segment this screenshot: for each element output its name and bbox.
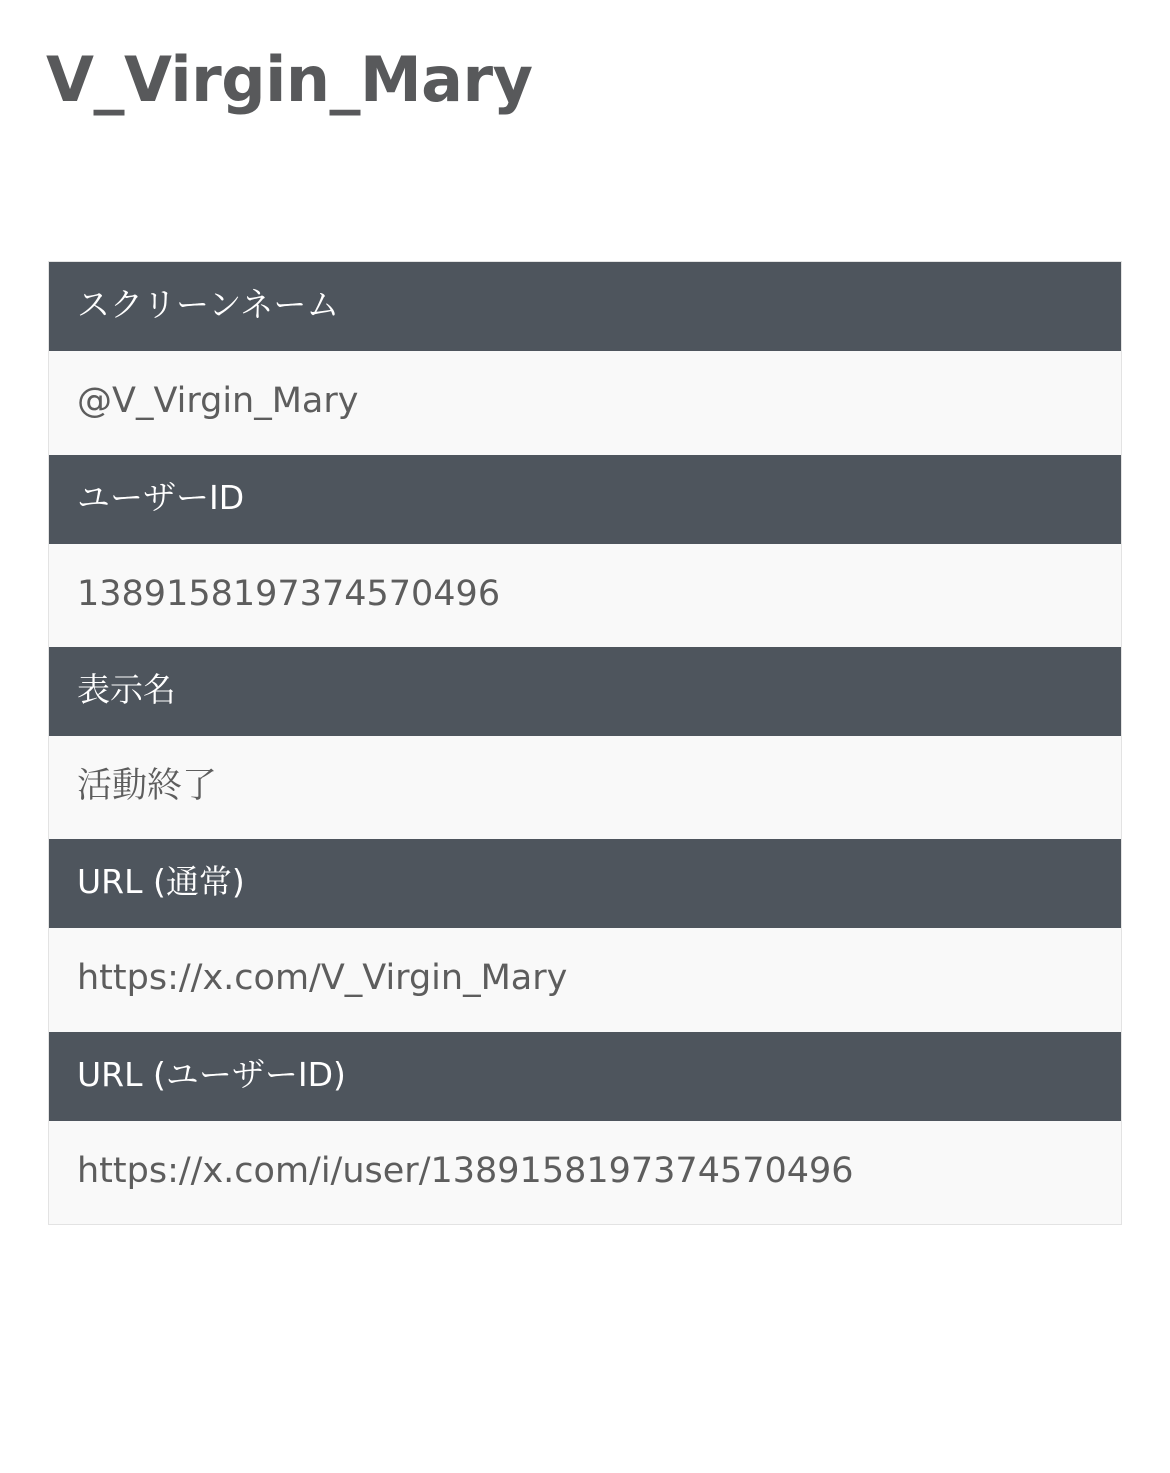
table-row-header-url-normal: URL (通常)	[49, 839, 1121, 928]
table-row-value-url-user-id: https://x.com/i/user/1389158197374570496	[49, 1121, 1121, 1225]
table-row-header-url-user-id: URL (ユーザーID)	[49, 1032, 1121, 1121]
profile-info-table	[48, 261, 1122, 1225]
table-row-header-user-id: ユーザーID	[49, 455, 1121, 544]
table-row-value-url-normal: https://x.com/V_Virgin_Mary	[49, 928, 1121, 1032]
table-row-value-display-name: 活動終了	[49, 736, 1121, 840]
page-title: V_Virgin_Mary	[46, 43, 533, 116]
table-row-value-screen-name: @V_Virgin_Mary	[49, 351, 1121, 455]
table-row-header-screen-name: スクリーンネーム	[49, 262, 1121, 351]
table-row-header-display-name: 表示名	[49, 647, 1121, 736]
table-row-value-user-id: 1389158197374570496	[49, 544, 1121, 648]
